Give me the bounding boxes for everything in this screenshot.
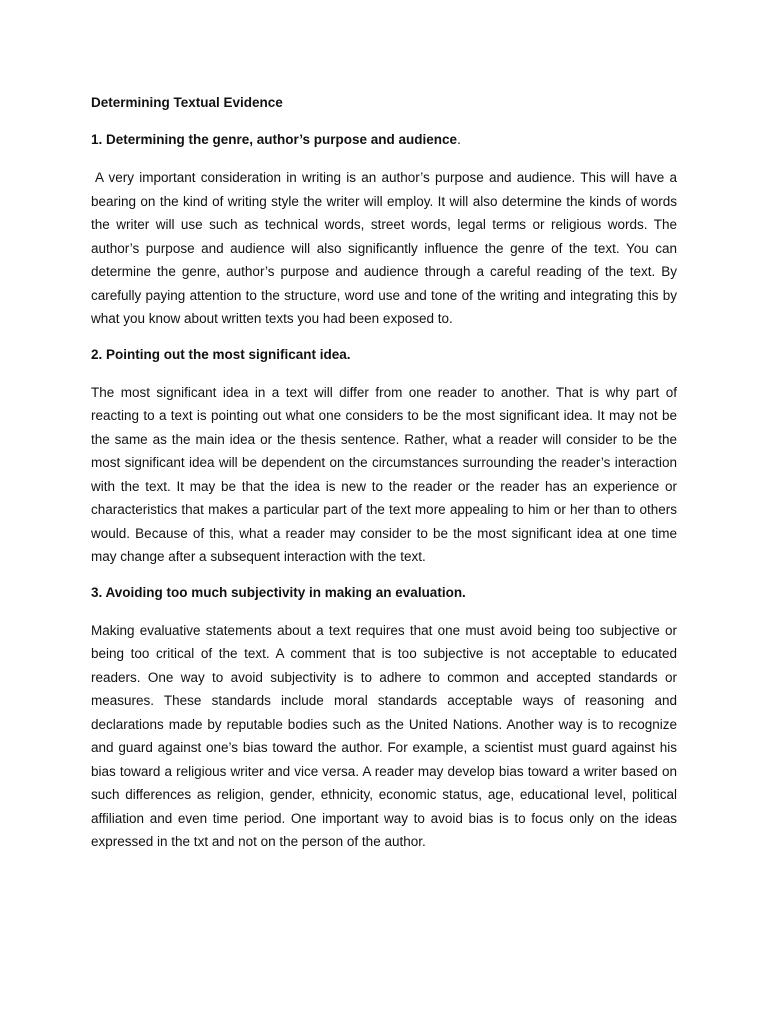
section-3-body: Making evaluative statements about a text requires that one must avoid being too subjective or being too critical of the text. A comment that is too subjective is not acceptable to educated readers. One way to avoid subjectivity is to adhere to common and accepted standards or measures. These standards include moral standards acceptable ways of reasoning and declarations made by reputable bodies such as the United Nations. Another way is to recognize and guard against one’s bias toward the author. For example, a scientist must guard against his bias toward a religious writer and vice versa. A reader may develop bias toward a writer based on such differences as religion, gender, ethnicity, economic status, age, educational level, political affiliation and even time period. One important way to avoid bias is to focus only on the ideas expressed in the txt and not on the person of the author. — [91, 622, 677, 849]
section-1-heading-suffix: . — [457, 132, 461, 147]
section-2-body: The most significant idea in a text will differ from one reader to another. That is why part of reacting to a text is pointing out what one considers to be the most significant idea. It may not be the same as the main idea or the thesis sentence. Rather, what a reader will consider to be the most significant idea will be dependent on the circumstances surrounding the reader’s interaction with the text. It may be that the idea is new to the reader or the reader has an experience or characteristics that makes a particular part of the text more appealing to him or her than to others would. Because of this, what a reader may consider to be the most significant idea at one time may change after a subsequent interaction with the text. — [91, 384, 677, 564]
document-title: Determining Textual Evidence — [91, 95, 283, 110]
document-page — [91, 93, 677, 868]
section-1-body: A very important consideration in writing is an author’s purpose and audience. This will have a bearing on the kind of writing style the writer will employ. It will also determine the kinds of words the writer will use such as technical words, street words, legal terms or religious words. The author’s purpose and audience will also significantly influence the genre of the text. You can determine the genre, author’s purpose and audience through a careful reading of the text. By carefully paying attention to the structure, word use and tone of the writing and integrating this by what you know about written texts you had been exposed to. — [91, 170, 677, 326]
section-1-heading-text: 1. Determining the genre, author’s purpose and audience — [91, 132, 458, 147]
section-1-heading — [91, 130, 677, 150]
section-2-heading: 2. Pointing out the most significant idea. — [91, 346, 351, 362]
section-3-heading: 3. Avoiding too much subjectivity in making an evaluation. — [91, 584, 466, 600]
